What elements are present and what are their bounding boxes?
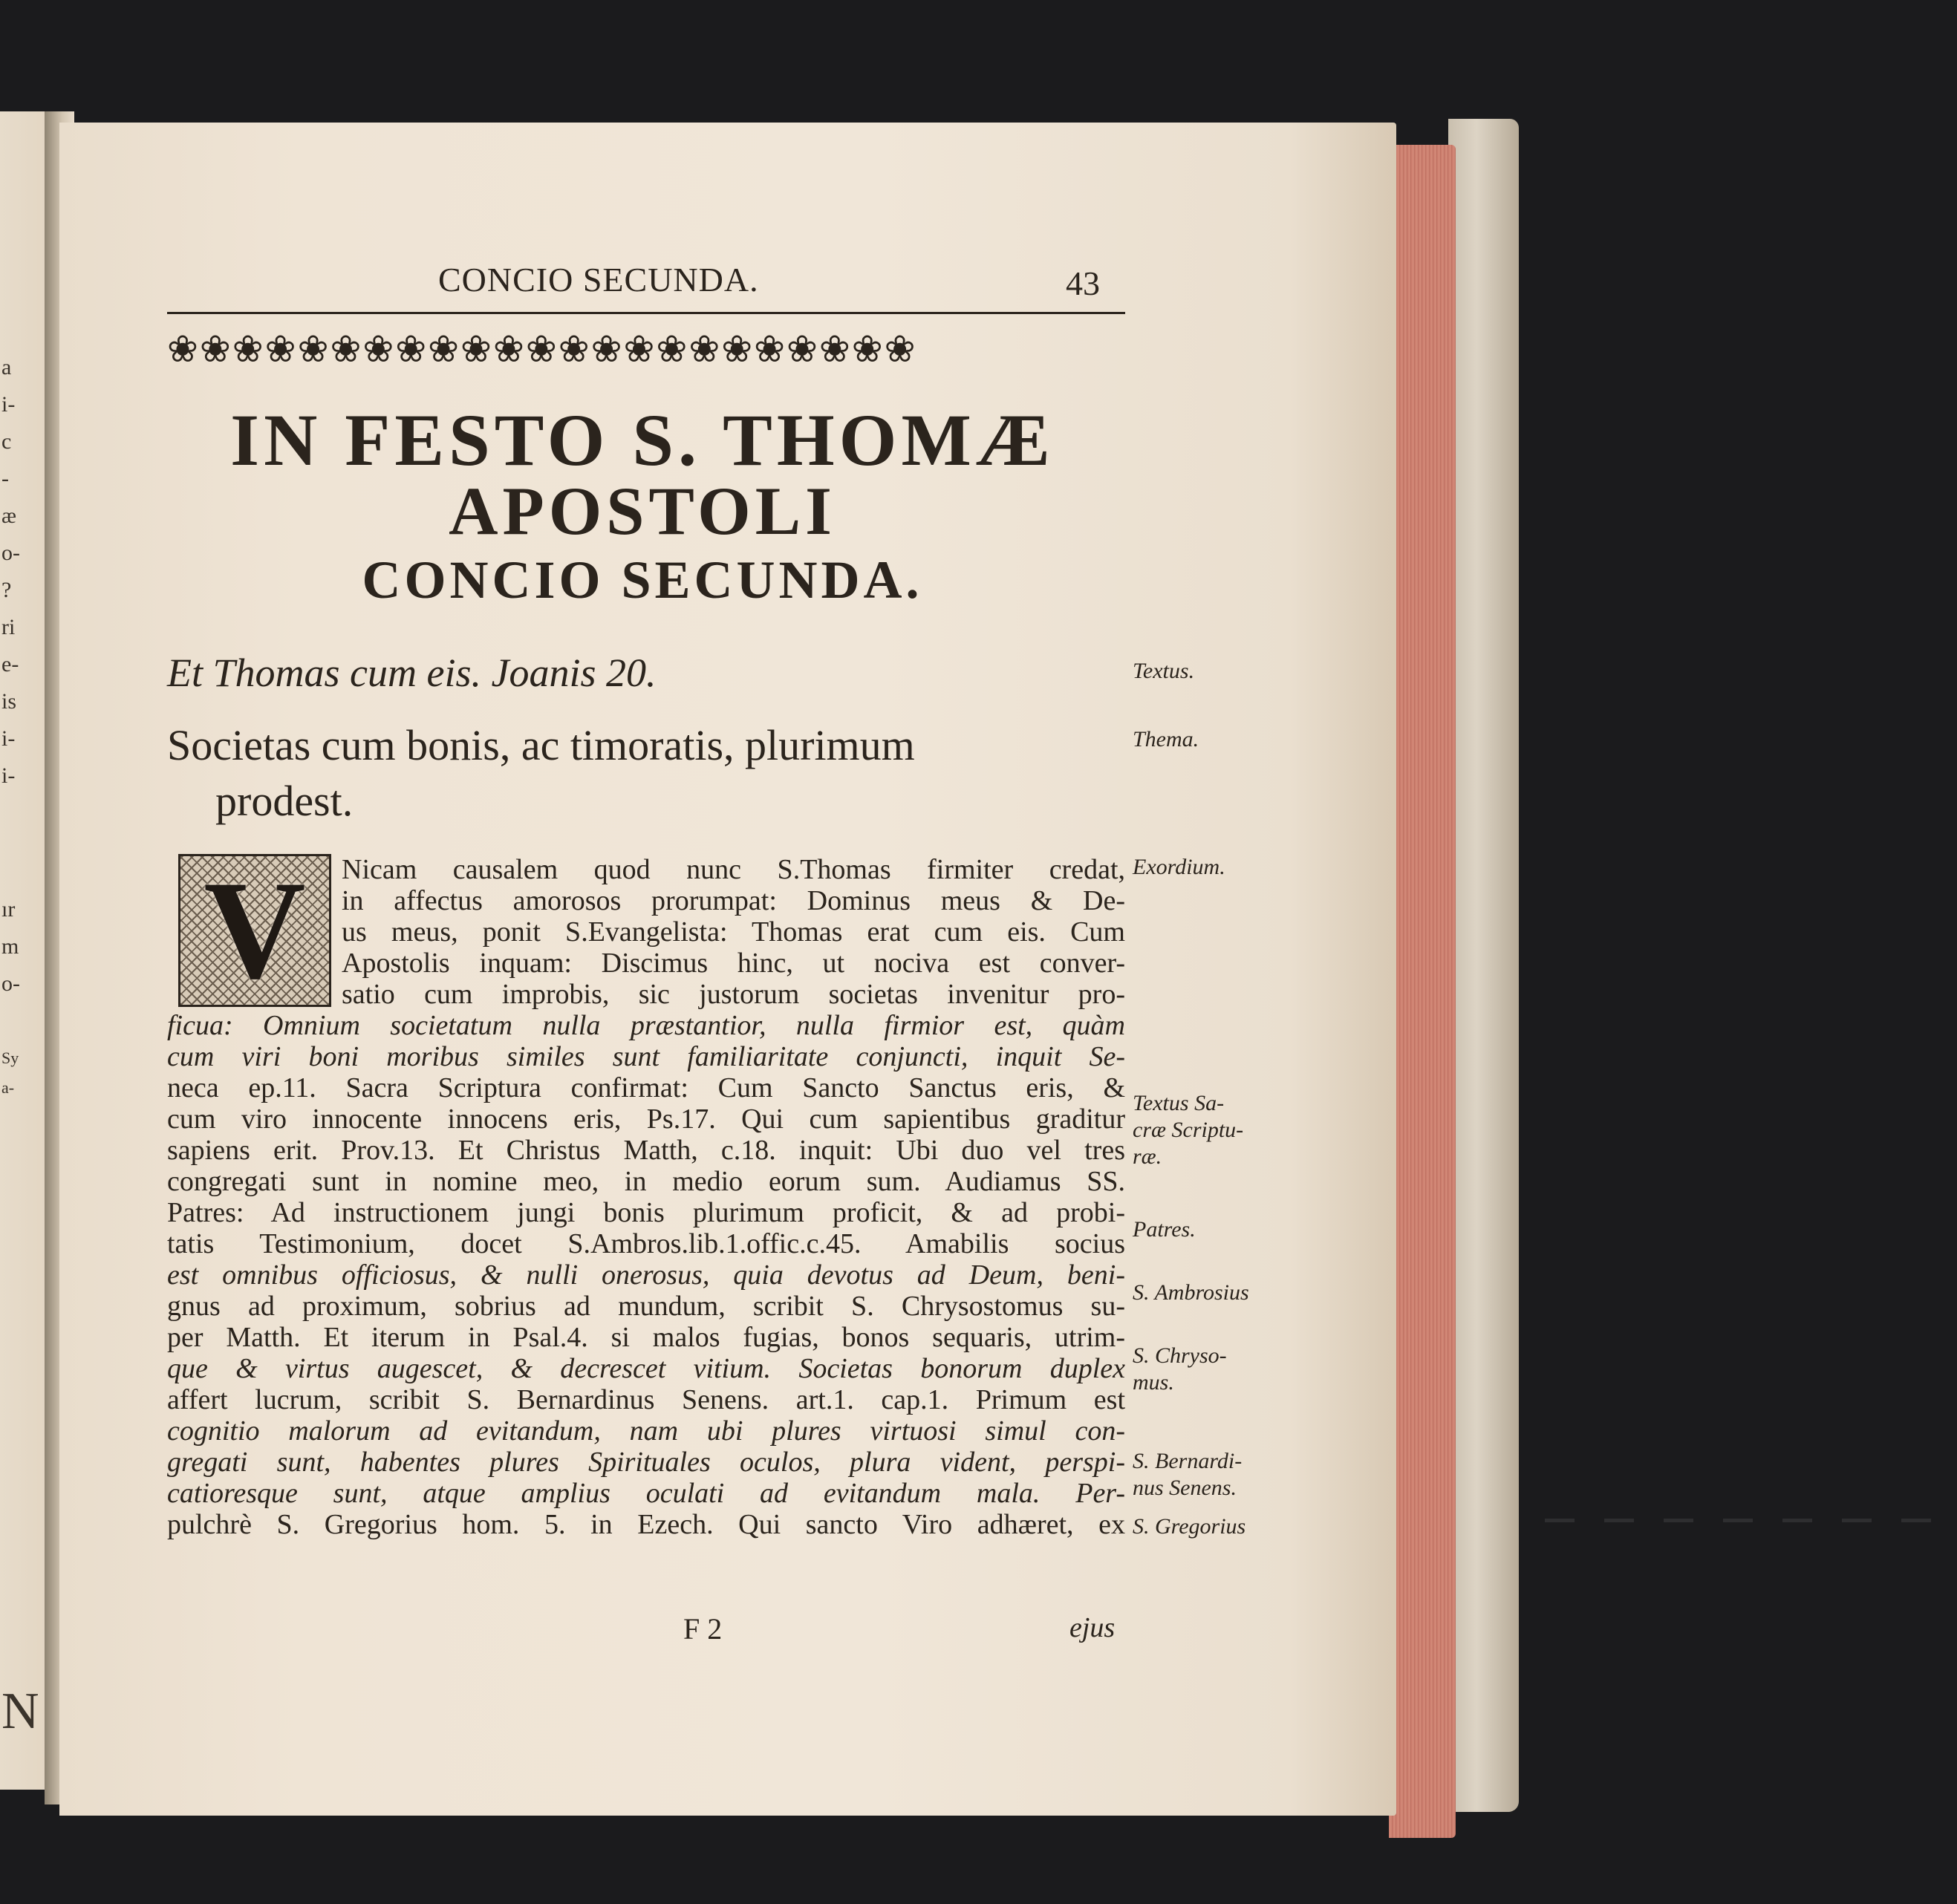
margin-note-exordium: Exordium. <box>1133 855 1225 879</box>
body-line: cum viri boni moribus similes sunt familiaritate conjuncti, inquit Se- <box>167 1041 1125 1072</box>
title-line-1: IN FESTO S. THOMÆ <box>230 399 1055 481</box>
prev-page-char: æ <box>1 503 17 528</box>
margin-note-chrysostomus: mus. <box>1133 1370 1174 1395</box>
prev-page-char: m <box>1 934 19 959</box>
body-line: neca ep.11. Sacra Scriptura confirmat: Cum Sancto Sanctus eris, & <box>167 1072 1125 1103</box>
margin-note-ambrosius: S. Ambrosius <box>1133 1280 1249 1305</box>
prev-page-char: ? <box>1 578 12 602</box>
body-line: est omnibus officiosus, & nulli onerosus, quia devotus ad Deum, beni- <box>167 1259 1125 1291</box>
body-line: affert lucrum, scribit S. Bernardinus Senens. art.1. cap.1. Primum est <box>167 1384 1125 1415</box>
signature-mark: F 2 <box>683 1612 723 1646</box>
header-rule <box>167 312 1125 314</box>
margin-note-bernardinus: S. Bernardi- <box>1133 1449 1243 1473</box>
prev-page-char: ri <box>1 615 16 639</box>
prev-page-char: i- <box>1 392 16 417</box>
margin-note-gregorius: S. Gregorius <box>1133 1514 1246 1539</box>
body-line: congregati sunt in nomine meo, in medio eorum sum. Audiamus SS. <box>167 1166 1125 1197</box>
initial-letter: V <box>203 852 306 1008</box>
margin-note-chrysostomus: S. Chryso- <box>1133 1343 1227 1368</box>
margin-note-scriptura: ræ. <box>1133 1144 1162 1169</box>
title-line-2: APOSTOLI <box>449 473 836 549</box>
body-line: in affectus amorosos prorumpat: Dominus meus & De- <box>342 885 1125 916</box>
body-line: gnus ad proximum, sobrius ad mundum, scribit S. Chrysostomus su- <box>167 1291 1125 1322</box>
margin-note-patres: Patres. <box>1133 1217 1196 1242</box>
running-title: CONCIO SECUNDA. <box>438 261 759 299</box>
prev-page-char: i- <box>1 763 16 788</box>
prev-page-char: i- <box>1 726 16 751</box>
body-line: que & virtus augescet, & decrescet vitium. Societas bonorum duplex <box>167 1353 1125 1384</box>
prev-page-char: c <box>1 429 12 454</box>
margin-note-thema: Thema. <box>1133 727 1199 752</box>
prev-page-char: o- <box>1 971 20 996</box>
prev-page-char: N <box>1 1683 39 1740</box>
body-line: gregati sunt, habentes plures Spirituales oculos, plura vident, perspi- <box>167 1447 1125 1478</box>
page-number: 43 <box>1066 264 1100 302</box>
scan-artifact <box>1545 1519 1957 1522</box>
body-line: sapiens erit. Prov.13. Et Christus Matth, c.18. inquit: Ubi duo vel tres <box>167 1135 1125 1166</box>
prev-page-char: a <box>1 355 12 379</box>
body-line: cum viro innocente innocens eris, Ps.17. Qui cum sapientibus graditur <box>167 1103 1125 1135</box>
prev-page-char: - <box>1 466 9 491</box>
ornament-band: ❀❀❀❀❀❀❀❀❀❀❀❀❀❀❀❀❀❀❀❀❀❀❀ <box>167 327 917 371</box>
page-edges <box>1389 145 1456 1838</box>
book-cover <box>1448 119 1519 1812</box>
thema-line-1: Societas cum bonis, ac timoratis, plurimum <box>167 721 915 769</box>
thema-line-2: prodest. <box>215 777 354 825</box>
body-line: tatis Testimonium, docet S.Ambros.lib.1.offic.c.45. Amabilis socius <box>167 1228 1125 1259</box>
body-line: ficua: Omnium societatum nulla præstantior, nulla firmior est, quàm <box>167 1010 1125 1041</box>
body-line: cognitio malorum ad evitandum, nam ubi plures virtuosi simul con- <box>167 1415 1125 1447</box>
prev-page-char: ır <box>1 897 16 922</box>
prev-page-char: o- <box>1 541 20 565</box>
textus-line: Et Thomas cum eis. Joanis 20. <box>167 651 657 695</box>
margin-note-bernardinus: nus Senens. <box>1133 1476 1237 1500</box>
catchword: ejus <box>1069 1612 1116 1643</box>
prev-page-char: a- <box>1 1078 15 1097</box>
title-line-3: CONCIO SECUNDA. <box>362 550 923 610</box>
body-line: Apostolis inquam: Discimus hinc, ut nociva est conver- <box>342 948 1125 979</box>
margin-note-textus: Textus. <box>1133 659 1195 683</box>
decorated-initial <box>178 854 331 1007</box>
body-line: catioresque sunt, atque amplius oculati ad evitandum mala. Per- <box>167 1478 1125 1509</box>
margin-note-scriptura: cræ Scriptu- <box>1133 1118 1244 1142</box>
prev-page-char: e- <box>1 652 19 676</box>
body-line: per Matth. Et iterum in Psal.4. si malos fugias, bonos sequaris, utrim- <box>167 1322 1125 1353</box>
margin-note-scriptura: Textus Sa- <box>1133 1091 1225 1115</box>
prev-page-char: is <box>1 689 17 714</box>
body-line: Nicam causalem quod nunc S.Thomas firmiter credat, <box>342 854 1125 885</box>
body-line: satio cum improbis, sic justorum societas invenitur pro- <box>342 979 1125 1010</box>
body-line: Patres: Ad instructionem jungi bonis plurimum proficit, & ad probi- <box>167 1197 1125 1228</box>
body-line: us meus, ponit S.Evangelista: Thomas erat cum eis. Cum <box>342 916 1125 948</box>
body-line: pulchrè S. Gregorius hom. 5. in Ezech. Qui sancto Viro adhæret, ex <box>167 1509 1125 1540</box>
prev-page-char: Sy <box>1 1049 19 1067</box>
